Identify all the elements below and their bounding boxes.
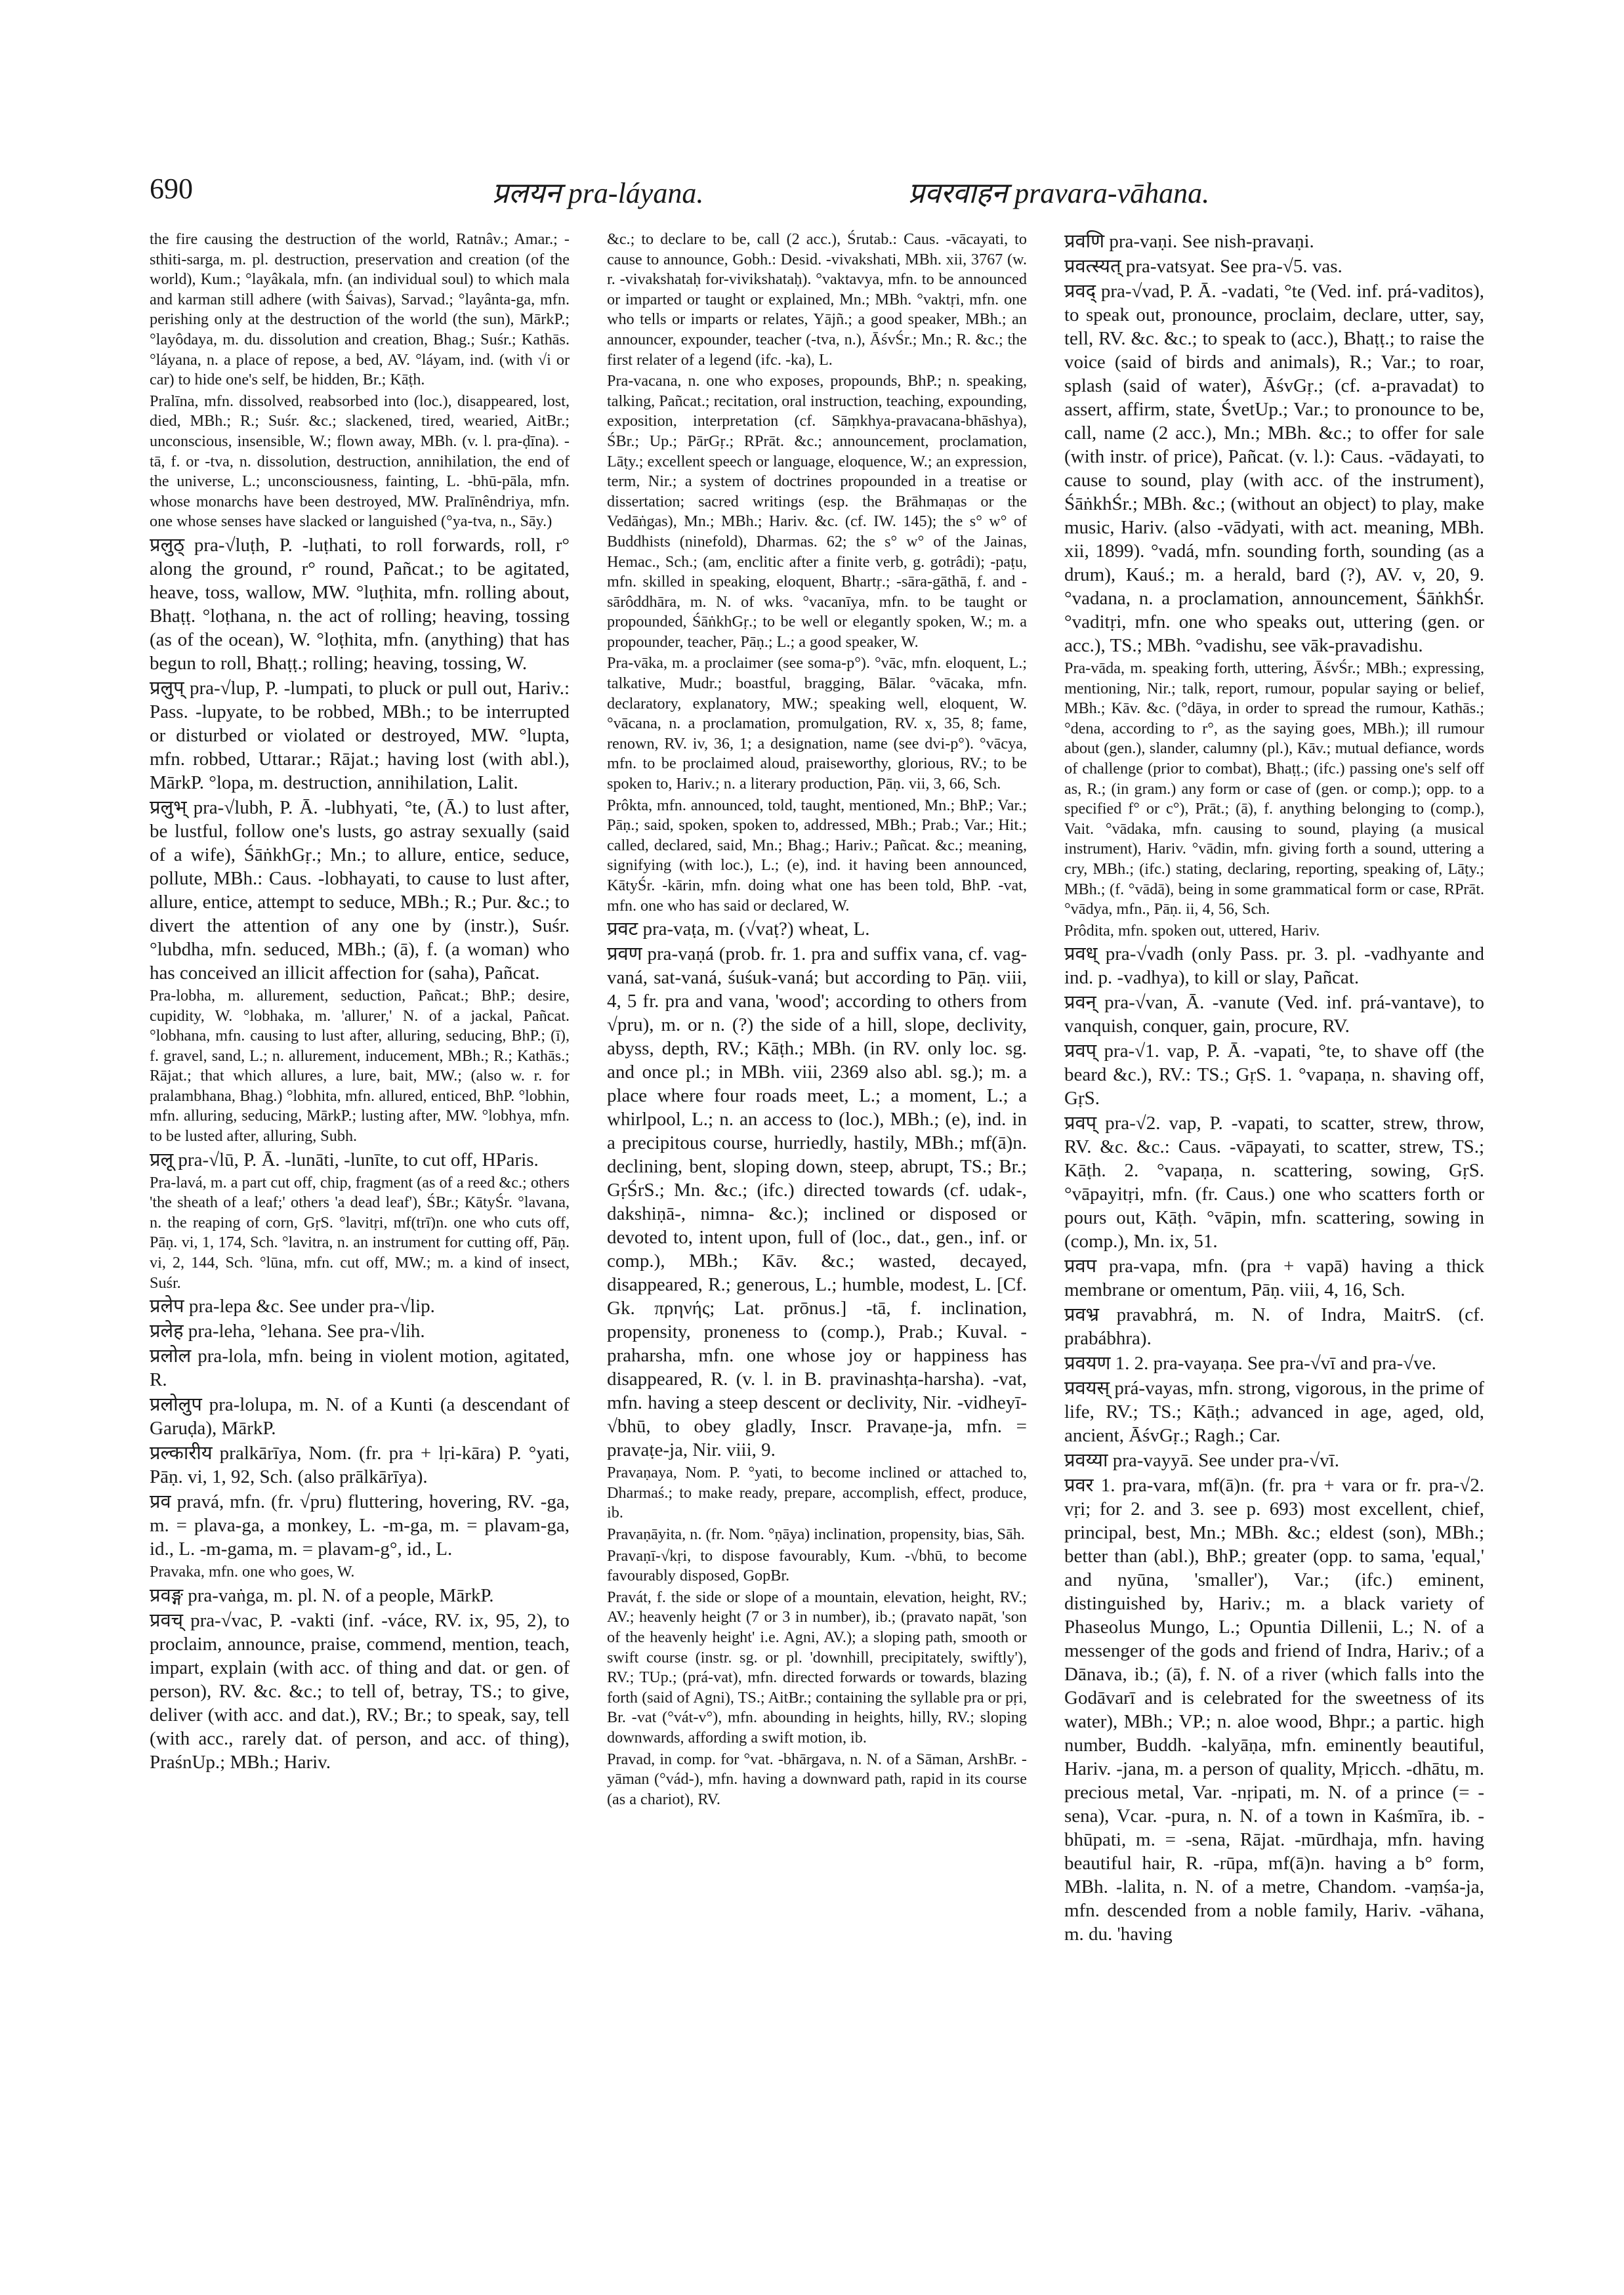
dictionary-entry: Pravaṇī-√kṛi, to dispose favourably, Kum. -√bhū, to become favourably disposed, GopBr.	[607, 1546, 1027, 1585]
left-running-headword: प्रलयन pra-láyana.	[492, 177, 704, 209]
dictionary-entry: प्रवर 1. pra-vara, mf(ā)n. (fr. pra + vara or fr. pra-√2. vṛi; for 2. and 3. see p. 693) most excellent, chief, principal, best, Mn.; MBh. &c.; eldest (son), MBh.; better than (abl.), BhP.; greater (opp. to sama, 'equal,' and nyūna, 'smaller'), Var.; (ifc.) eminent, distinguished by, Hariv.; m. a black variety of Phaseolus Mungo, L.; Opuntia Dillenii, L.; N. of a messenger of the gods and friend of Indra, Hariv.; of a Dānava, ib.; (ā), f. N. of a river (which falls into the Godāvarī and is celebrated for the sweetness of its water), MBh.; VP.; n. aloe wood, Bhpr.; a partic. high number, Buddh. -kalyāṇa, mfn. eminently beautiful, Hariv. -jana, m. a person of quality, Mṛicch. -dhātu, m. precious metal, Var. -nṛipati, m. N. of a prince (= -sena), Vcar. -pura, n. N. of a town in Kaśmīra, ib. -bhūpati, m. = -sena, Rājat. -mūrdhaja, mfn. having beautiful hair, R. -rūpa, mf(ā)n. having a b° form, MBh. -lalita, n. N. of a metre, Chandom. -vaṃśa-ja, mfn. descended from a noble family, Hariv. -vāhana, m. du. 'having	[1064, 1475, 1484, 1945]
dictionary-entry: प्रवट pra-vaṭa, m. (√vaṭ?) wheat, L.	[607, 919, 870, 940]
dictionary-entry: प्रवप pra-vapa, mfn. (pra + vapā) having a thick membrane or omentum, Pāṇ. viii, 4, 16, Sch.	[1064, 1256, 1484, 1301]
dictionary-columns	[150, 230, 1484, 2191]
right-running-headword: प्रवरवाहन pravara-vāhana.	[908, 177, 1210, 209]
dictionary-entry: प्रवन् pra-√van, Ā. -vanute (Ved. inf. prá-vantave), to vanquish, conquer, gain, procure, RV.	[1064, 992, 1484, 1037]
dictionary-entry: प्रलेह pra-leha, °lehana. See pra-√lih.	[150, 1321, 425, 1342]
dictionary-entry: प्रलोल pra-lola, mfn. being in violent motion, agitated, R.	[150, 1346, 570, 1391]
dictionary-entry: प्रवण pra-vaṇá (prob. fr. 1. pra and suffix vana, cf. vag-vaná, sat-vaná, śuśuk-vaná; but according to Pāṇ. viii, 4, 5 fr. pra and vana, 'wood'; according to others from √pru), m. or n. (?) the side of a hill, slope, declivity, abyss, depth, RV.; Kāṭh.; MBh. (in RV. only loc. sg. and once pl.; in MBh. viii, 2369 also abl. sg.); m. a place where four roads meet, L.; a moment, L.; a whirlpool, L.; n. an access to (loc.), MBh.; (e), ind. in a precipitous course, hurriedly, hastily, MBh.; mf(ā)n. declining, bent, sloping down, steep, abrupt, TS.; Br.; GṛŚrS.; Mn. &c.; (ifc.) directed towards (cf. udak-, dakshiṇā-, nimna- &c.); inclined or disposed or devoted to, intent upon, full of (loc., dat., gen., inf. or comp.), MBh.; Kāv. &c.; wasted, decayed, disappeared, R.; generous, L.; humble, modest, L. [Cf. Gk. πρηνής; Lat. prōnus.] -tā, f. inclination, propensity, proneness to (comp.), Prab.; Kuval. -praharsha, mfn. one whose joy or happiness has disappeared, R. (v. l. in B. pravinashṭa-harsha). -vat, mfn. having a steep descent or declivity, Nir. -vidheyī-√bhū, to obey gladly, Inscr. Pravaṇe-ja, mfn. = pravaṭe-ja, Nir. viii, 9.	[607, 943, 1027, 1461]
column-1	[150, 230, 570, 2191]
dictionary-entry: प्रवध् pra-√vadh (only Pass. pr. 3. pl. -vadhyante and ind. p. -vadhya), to kill or slay, Pañcat.	[1064, 943, 1484, 989]
dictionary-entry: Pralīna, mfn. dissolved, reabsorbed into (loc.), disappeared, lost, died, MBh.; R.; Suśr. &c.; slackened, tired, wearied, AitBr.; unconscious, insensible, W.; flown away, MBh. (v. l. pra-ḍīna). -tā, f. or -tva, n. dissolution, destruction, annihilation, the end of the universe, L.; unconsciousness, fainting, L. -bhū-pāla, mfn. whose monarchs have been destroyed, MW. Pralīnêndriya, mfn. one whose senses have slacked or languished (°ya-tva, n., Sāy.)	[150, 392, 570, 531]
dictionary-entry: Pra-vāka, m. a proclaimer (see soma-p°). °vāc, mfn. eloquent, L.; talkative, Mudr.; boastful, bragging, Bālar. °vācaka, mfn. declaratory, explanatory, MW.; speaking well, eloquent, W. °vācana, n. a proclamation, promulgation, RV. x, 35, 8; fame, renown, RV. iv, 36, 1; a designation, name (see dvi-p°). °vācya, mfn. to be proclaimed aloud, praiseworthy, glorious, RV.; to be spoken to, Hariv.; n. a literary production, Pāṇ. vii, 3, 66, Sch.	[607, 654, 1027, 793]
dictionary-entry: प्रलुभ् pra-√lubh, P. Ā. -lubhyati, °te, (Ā.) to lust after, be lustful, follow one's lusts, go astray sexually (said of a wife), ŚāṅkhGṛ.; Mn.; to allure, entice, seduce, pollute, MBh.: Caus. -lobhayati, to cause to lust after, allure, entice, attempt to seduce, MBh.; R.; Pur. &c.; to divert the attention of any one by (instr.), Suśr. °lubdha, mfn. seduced, MBh.; (ā), f. (a woman) who has conceived an illicit affection for (saha), Pañcat.	[150, 796, 570, 983]
column-3	[1064, 230, 1484, 2191]
dictionary-entry: Pra-vacana, n. one who exposes, propounds, BhP.; n. speaking, talking, Pañcat.; recitation, oral instruction, teaching, expounding, exposition, interpretation (cf. Sāṃkhya-pravacana-bhāshya), ŚBr.; Up.; PārGṛ.; RPrāt. &c.; announcement, proclamation, Lāṭy.; excellent speech or language, eloquence, W.; an expression, term, Nir.; a system of doctrines propounded in a treatise or dissertation; sacred writings (esp. the Brāhmaṇas or the Vedāṅgas), Mn.; MBh.; Hariv. &c. (cf. IW. 145); the s° w° of Buddhists (ninefold), Dharmas. 62; the s° w° of the Jainas, Hemac., Sch.; (am, enclitic after a finite verb, g. gotrâdi); -paṭu, mfn. skilled in speaking, eloquent, Bhartṛ.; -sāra-gāthā, f. and -sārôddhāra, m. N. of wks. °vacanīya, mfn. to be taught or propounded, ŚāṅkhGṛ.; to be well or elegantly spoken, W.; m. a propounder, teacher, Pāṇ.; L.; a good speaker, W.	[607, 372, 1027, 651]
dictionary-entry: प्रवयस् prá-vayas, mfn. strong, vigorous, in the prime of life, RV.; TS.; Kāṭh.; advanced in age, aged, old, ancient, ĀśvGṛ.; Ragh.; Car.	[1064, 1378, 1484, 1447]
dictionary-entry: प्रवणि pra-vaṇi. See nish-pravaṇi.	[1064, 231, 1314, 252]
dictionary-entry: प्रलेप pra-lepa &c. See under pra-√lip.	[150, 1296, 435, 1317]
dictionary-entry: Pravát, f. the side or slope of a mountain, elevation, height, RV.; AV.; heavenly height (7 or 3 in number), ib.; (pravato napāt, 'son of the heavenly height' i.e. Agni, AV.); a sloping path, smooth or swift course (instr. sg. or pl. 'downhill, precipitately, swiftly'), RV.; TUp.; (prá-vat), mfn. directed forwards or towards, blazing forth (said of Agni), TS.; AitBr.; containing the syllable pra or pṛi, Br. -vat (°vát-v°), mfn. abounding in heights, hilly, RV.; sloping downwards, affording a swift motion, ib.	[607, 1588, 1027, 1747]
dictionary-entry: Pra-vāda, m. speaking forth, uttering, ĀśvŚr.; MBh.; expressing, mentioning, Nir.; talk, report, rumour, popular saying or belief, MBh.; Kāv. &c. (°dāya, in order to spread the rumour, Kathās.; °dena, according to r°, as the saying goes, MBh.); ill rumour about (gen.), slander, calumny (pl.), Kāv.; mutual defiance, words of challenge (prior to combat), Bhaṭṭ.; (ifc.) passing one's self off as, R.; (in gram.) any form or case of (gen. or comp.); opp. to a specified f° or c°), Prāt.; (ā), f. anything belonging to (comp.), Vait. °vādaka, mfn. causing to sound, playing (a musical instrument), Hariv. °vādin, mfn. giving forth a sound, uttering a cry, MBh.; (ifc.) stating, declaring, reporting, speaking of, Lāṭy.; MBh.; (f. °vādā), being in some grammatical form or case, RPrāt. °vādya, mfn., Pāṇ. ii, 4, 56, Sch.	[1064, 659, 1484, 919]
dictionary-entry: प्रवभ्र pravabhrá, m. N. of Indra, MaitrS. (cf. prabábhra).	[1064, 1304, 1484, 1350]
dictionary-entry: Prôkta, mfn. announced, told, taught, mentioned, Mn.; BhP.; Var.; Pāṇ.; said, spoken, spoken to, addressed, MBh.; Prab.; Var.; Hit.; called, declared, said, Mn.; Bhag.; Hariv.; Pañcat. &c.; meaning, signifying (with loc.), L.; (e), ind. it having been announced, KātyŚr. -kārin, mfn. doing what one has been told, BhP. -vat, mfn. one who has said or declared, W.	[607, 796, 1027, 915]
dictionary-entry: प्रल्कारीय pralkārīya, Nom. (fr. pra + lṛi-kāra) P. °yati, Pāṇ. vi, 1, 92, Sch. (also prālkārīya).	[150, 1443, 570, 1488]
column-2	[607, 230, 1027, 2191]
dictionary-entry: Prôdita, mfn. spoken out, uttered, Hariv.	[1064, 921, 1320, 940]
page-header	[150, 165, 1484, 219]
dictionary-entry: Pra-lobha, m. allurement, seduction, Pañcat.; BhP.; desire, cupidity, W. °lobhaka, m. 'allurer,' N. of a jackal, Pañcat. °lobhana, mfn. causing to lust after, alluring, seducing, BhP.; (ī), f. gravel, sand, L.; n. allurement, inducement, MBh.; R.; Kathās.; Rājat.; that which allures, a lure, bait, MW.; (also w. r. for pralambhana, Bhag.) °lobhita, mfn. allured, enticed, BhP. °lobhin, mfn. alluring, seducing, MārkP.; lusting after, MW. °lobhya, mfn. to be lusted after, alluring, Subh.	[150, 986, 570, 1146]
dictionary-entry: प्रलोलुप pra-lolupa, m. N. of a Kunti (a descendant of Garuḍa), MārkP.	[150, 1394, 570, 1439]
dictionary-entry: Pra-lavá, m. a part cut off, chip, fragment (as of a reed &c.; others 'the sheath of a leaf;' others 'a dead leaf'), ŚBr.; KātyŚr. °lavana, n. the reaping of corn, GṛS. °lavitṛi, mf(trī)n. one who cuts off, Pāṇ. vi, 1, 174, Sch. °lavitra, n. an instrument for cutting off, Pāṇ. vi, 2, 144, Sch. °lūna, mfn. cut off, MW.; m. a kind of insect, Suśr.	[150, 1173, 570, 1292]
dictionary-entry: प्रवयण 1. 2. pra-vayaṇa. See pra-√vī and pra-√ve.	[1064, 1353, 1436, 1375]
dictionary-entry: प्रलुप् pra-√lup, P. -lumpati, to pluck or pull out, Hariv.: Pass. -lupyate, to be robbed, MBh.; to be interrupted or disturbed or violated or destroyed, MW. °lupta, mfn. robbed, Uttarar.; Rājat.; having lost (with abl.), MārkP. °lopa, m. destruction, annihilation, Lalit.	[150, 677, 570, 793]
dictionary-entry: Pravaka, mfn. one who goes, W.	[150, 1563, 355, 1581]
dictionary-entry: प्रवच् pra-√vac, P. -vakti (inf. -váce, RV. ix, 95, 2), to proclaim, announce, praise, commend, mention, teach, impart, explain (with acc. of thing and dat. or gen. of person), RV. &c. &c.; to tell of, betray, TS.; to give, deliver (with acc. and dat.), RV.; Br.; to speak, say, tell (with acc., rarely dat. of person, and acc. of thing), PraśnUp.; MBh.; Hariv.	[150, 1609, 570, 1773]
dictionary-entry: Pravaṇaya, Nom. P. °yati, to become inclined or attached to, Dharmaś.; to make ready, prepare, accomplish, effect, produce, ib.	[607, 1464, 1027, 1522]
dictionary-entry: प्रवप् pra-√2. vap, P. -vapati, to scatter, strew, throw, RV. &c. &c.: Caus. -vāpayati, to scatter, strew, TS.; Kāṭh. 2. °vapaṇa, n. scattering, sowing, GṛS. °vāpayitṛi, mfn. (fr. Caus.) one who scatters forth or pours out, Kāṭh. °vāpin, mfn. scattering, sowing in (comp.), Mn. ix, 51.	[1064, 1113, 1484, 1252]
dictionary-entry: प्रव pravá, mfn. (fr. √pru) fluttering, hovering, RV. -ga, m. = plava-ga, a monkey, L. -m-ga, m. = plavam-ga, id., L. -m-gama, m. = plavam-g°, id., L.	[150, 1491, 570, 1560]
dictionary-entry: Pravaṇāyita, n. (fr. Nom. °ṇāya) inclination, propensity, bias, Sāh.	[607, 1525, 1025, 1543]
dictionary-entry: प्रवत्स्यत् pra-vatsyat. See pra-√5. vas.	[1064, 256, 1343, 277]
dictionary-entry: प्रवद् pra-√vad, P. Ā. -vadati, °te (Ved. inf. prá-vaditos), to speak out, pronounce, proclaim, declare, utter, say, tell, RV. &c. &c.; to speak to (acc.), Bhaṭṭ.; to raise the voice (said of birds and animals), R.; Var.; to roar, splash (said of water), ĀśvGṛ.; (cf. a-pravadat) to assert, affirm, state, ŚvetUp.; Var.; to pronounce to be, call, name (2 acc.), Mn.; MBh. &c.; to offer for sale (with instr. of price), Pañcat. (v. l.): Caus. -vādayati, to cause to sound, play (with acc. of the instrument), ŚāṅkhŚr.; MBh. &c.; (without an object) to play, make music, Hariv. (also -vādyati, with act. meaning, MBh. xii, 1899). °vadá, mfn. sounding forth, sounding (as a drum), Kauś.; m. a herald, bard (?), AV. v, 20, 9. °vadana, n. a proclamation, announcement, ŚāṅkhŚr. °vaditṛi, mfn. one who speaks out, uttering (gen. or acc.), TS.; MBh. °vadishu, see vāk-pravadishu.	[1064, 281, 1484, 656]
dictionary-entry: प्रवय्या pra-vayyā. See under pra-√vī.	[1064, 1450, 1339, 1472]
dictionary-entry: the fire causing the destruction of the world, Ratnâv.; Amar.; -sthiti-sarga, m. pl. destruction, preservation and creation (of the world), Kum.; °layâkala, mfn. (an individual soul) to which mala and karman still adhere (with Śaivas), Sarvad.; °layânta-ga, mfn. perishing only at the destruction of the world (the sun), MārkP.; °layôdaya, m. du. dissolution and creation, Bhag.; Suśr.; Kathās. °láyana, n. a place of repose, a bed, AV. °láyam, ind. (with √i or car) to hide one's self, be hidden, Br.; Kāṭh.	[150, 230, 570, 389]
dictionary-entry: &c.; to declare to be, call (2 acc.), Śrutab.: Caus. -vācayati, to cause to announce, Gobh.: Desid. -vivakshati, MBh. xii, 3767 (w. r. -vivakshataḥ for-vivikshataḥ). °vaktavya, mfn. to be announced or imparted or taught or explained, Mn.; MBh. °vaktṛi, mfn. one who tells or imparts or relates, Yājñ.; a good speaker, MBh.; an announcer, expounder, teacher (-tva, n.), ĀśvŚr.; Mn.; R. &c.; the first relater of a legend (ifc. -ka), L.	[607, 230, 1027, 369]
dictionary-entry: प्रवप् pra-√1. vap, P. Ā. -vapati, °te, to shave off (the beard &c.), RV.: TS.; GṛS. 1. °vapaṇa, n. shaving off, GṛS.	[1064, 1041, 1484, 1109]
dictionary-entry: प्रवङ्ग pra-vaṅga, m. pl. N. of a people, MārkP.	[150, 1584, 494, 1606]
dictionary-entry: प्रलू pra-√lū, P. Ā. -lunāti, -lunīte, to cut off, HParis.	[150, 1149, 539, 1170]
dictionary-entry: Pravad, in comp. for °vat. -bhārgava, n. N. of a Sāman, ArshBr. -yāman (°vád-), mfn. having a downward path, rapid in its course (as a chariot), RV.	[607, 1750, 1027, 1808]
dictionary-entry: प्रलुठ् pra-√luṭh, P. -luṭhati, to roll forwards, roll, r° along the ground, r° round, Pañcat.; to be agitated, heave, toss, wallow, MW. °luṭhita, mfn. rolling about, Bhaṭṭ. °loṭhana, n. the act of rolling; heaving, tossing (as of the ocean), W. °loṭhita, mfn. (anything) that has begun to roll, Bhaṭṭ.; rolling; heaving, tossing, W.	[150, 534, 570, 674]
page-number: 690	[150, 173, 193, 205]
